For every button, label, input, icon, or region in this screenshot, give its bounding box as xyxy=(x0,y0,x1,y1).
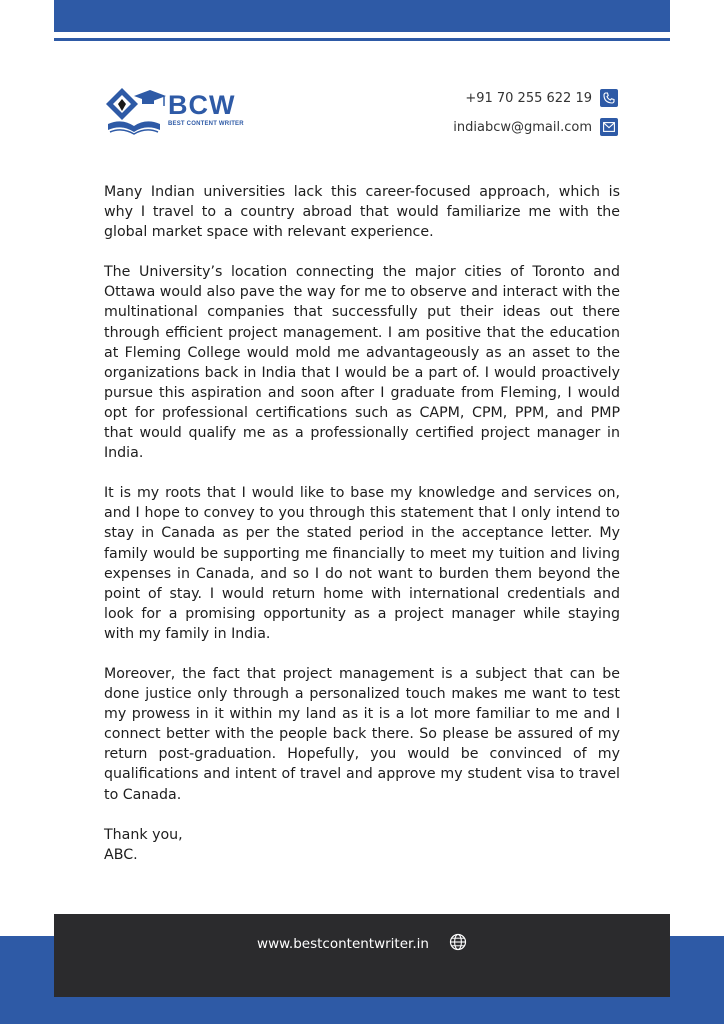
phone-icon xyxy=(600,89,618,107)
pen-book-logo-icon xyxy=(104,86,168,140)
email-row xyxy=(453,117,618,137)
closing: Thank you, xyxy=(104,826,183,843)
footer-website xyxy=(54,934,670,954)
letter-paragraph: It is my roots that I would like to base my knowledge and services on, and I hope to convey to you through this statement that I only intend to stay in Canada as per the stated period in the acceptance letter. My family would be supporting me financially to meet my tuition and living expenses in Canada, and so I do not want to burden them beyond the point of stay. I would return home with international credentials and look for a promising opportunity as a project manager while staying with my family in India. xyxy=(104,485,620,642)
company-logo xyxy=(104,86,254,140)
logo-tagline: BEST CONTENT WRITER xyxy=(168,121,244,127)
letter-body xyxy=(104,182,620,866)
phone-row xyxy=(453,88,618,108)
letter-paragraph: The University’s location connecting the major cities of Toronto and Ottawa would also pave the way for me to observe and interact with the multinational companies that successfully put their ideas out there through efficient project management. I am positive that the education at Fleming College would mold me advantageously as an asset to the organizations back in India that I would be a part of. I would proactively pursue this aspiration and soon after I graduate from Fleming, I would opt for professional certifications such as CAPM, CPM, PPM, and PMP that would qualify me as a professionally certified project manager in India. xyxy=(104,264,620,462)
website-link[interactable]: www.bestcontentwriter.in xyxy=(257,936,429,952)
header-band xyxy=(54,0,670,32)
contact-block xyxy=(453,88,618,146)
footer-panel xyxy=(54,914,670,997)
header-rule xyxy=(54,38,670,41)
letter-paragraph: Moreover, the fact that project management is a subject that can be done justice only through a personalized touch makes me want to test my prowess in it within my land as it is a lot more familiar to me and I connect better with the people back there. So please be assured of my return post-graduation. Hopefully, you would be convinced of my qualifications and intent of travel and approve my student visa to travel to Canada. xyxy=(104,665,620,803)
envelope-icon xyxy=(600,118,618,136)
logo-wordmark: BCW xyxy=(168,90,236,120)
email-address[interactable]: indiabcw@gmail.com xyxy=(453,119,592,135)
letter-paragraph: Many Indian universities lack this career-focused approach, which is why I travel to a country abroad that would familiarize me with the global market space with relevant experience. xyxy=(104,184,620,241)
phone-number[interactable]: +91 70 255 622 19 xyxy=(465,90,592,106)
globe-icon xyxy=(449,933,467,955)
signature: ABC. xyxy=(104,847,138,864)
